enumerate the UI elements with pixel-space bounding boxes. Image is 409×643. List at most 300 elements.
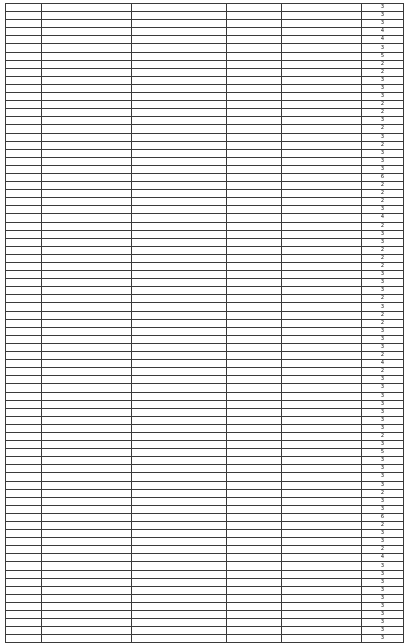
cell-note xyxy=(132,586,227,594)
cell-batch xyxy=(282,230,362,238)
cell-count: 3 xyxy=(362,157,404,165)
cell-major xyxy=(42,246,132,254)
cell-note xyxy=(132,384,227,392)
table-row xyxy=(6,546,404,554)
cell-subject-type xyxy=(227,343,282,351)
cell-note xyxy=(132,149,227,157)
cell-subject-type xyxy=(227,586,282,594)
cell-subject-type xyxy=(227,497,282,505)
cell-batch xyxy=(282,109,362,117)
cell-region xyxy=(6,109,42,117)
table-row xyxy=(6,149,404,157)
cell-count: 3 xyxy=(362,400,404,408)
cell-major xyxy=(42,416,132,424)
cell-region xyxy=(6,263,42,271)
cell-count: 3 xyxy=(362,335,404,343)
cell-batch xyxy=(282,392,362,400)
cell-region xyxy=(6,182,42,190)
cell-batch xyxy=(282,149,362,157)
cell-major xyxy=(42,254,132,262)
cell-count: 4 xyxy=(362,36,404,44)
cell-subject-type xyxy=(227,125,282,133)
cell-note xyxy=(132,157,227,165)
cell-subject-type xyxy=(227,489,282,497)
cell-subject-type xyxy=(227,68,282,76)
cell-batch xyxy=(282,319,362,327)
table-row xyxy=(6,352,404,360)
cell-batch xyxy=(282,133,362,141)
cell-count: 2 xyxy=(362,190,404,198)
cell-subject-type xyxy=(227,384,282,392)
cell-region xyxy=(6,538,42,546)
table-row xyxy=(6,441,404,449)
cell-note xyxy=(132,570,227,578)
cell-note xyxy=(132,117,227,125)
table-row xyxy=(6,530,404,538)
cell-count: 2 xyxy=(362,254,404,262)
table-row xyxy=(6,432,404,440)
cell-major xyxy=(42,578,132,586)
cell-major xyxy=(42,198,132,206)
cell-major xyxy=(42,190,132,198)
cell-batch xyxy=(282,594,362,602)
cell-major xyxy=(42,109,132,117)
cell-subject-type xyxy=(227,335,282,343)
cell-note xyxy=(132,602,227,610)
cell-batch xyxy=(282,157,362,165)
cell-batch xyxy=(282,473,362,481)
cell-note xyxy=(132,271,227,279)
cell-note xyxy=(132,457,227,465)
cell-batch xyxy=(282,432,362,440)
cell-note xyxy=(132,206,227,214)
table-row xyxy=(6,335,404,343)
table-row xyxy=(6,76,404,84)
cell-subject-type xyxy=(227,522,282,530)
cell-subject-type xyxy=(227,206,282,214)
cell-note xyxy=(132,84,227,92)
cell-region xyxy=(6,214,42,222)
cell-region xyxy=(6,384,42,392)
table-row xyxy=(6,68,404,76)
cell-major xyxy=(42,60,132,68)
cell-major xyxy=(42,238,132,246)
cell-batch xyxy=(282,190,362,198)
cell-batch xyxy=(282,117,362,125)
cell-region xyxy=(6,602,42,610)
cell-batch xyxy=(282,602,362,610)
cell-major xyxy=(42,432,132,440)
cell-subject-type xyxy=(227,352,282,360)
cell-count: 3 xyxy=(362,76,404,84)
table-row xyxy=(6,376,404,384)
table-row xyxy=(6,254,404,262)
cell-subject-type xyxy=(227,530,282,538)
cell-major xyxy=(42,473,132,481)
table-row xyxy=(6,602,404,610)
cell-count: 3 xyxy=(362,327,404,335)
cell-note xyxy=(132,473,227,481)
cell-subject-type xyxy=(227,36,282,44)
cell-major xyxy=(42,165,132,173)
cell-count: 2 xyxy=(362,182,404,190)
cell-note xyxy=(132,44,227,52)
cell-batch xyxy=(282,465,362,473)
cell-region xyxy=(6,157,42,165)
cell-note xyxy=(132,133,227,141)
cell-note xyxy=(132,12,227,20)
cell-note xyxy=(132,513,227,521)
table-row xyxy=(6,400,404,408)
cell-count: 2 xyxy=(362,60,404,68)
cell-subject-type xyxy=(227,182,282,190)
cell-major xyxy=(42,627,132,635)
cell-batch xyxy=(282,271,362,279)
cell-subject-type xyxy=(227,246,282,254)
cell-subject-type xyxy=(227,546,282,554)
cell-major xyxy=(42,635,132,643)
table-row xyxy=(6,222,404,230)
cell-region xyxy=(6,52,42,60)
cell-note xyxy=(132,141,227,149)
table-row xyxy=(6,368,404,376)
cell-region xyxy=(6,125,42,133)
cell-region xyxy=(6,586,42,594)
cell-note xyxy=(132,578,227,586)
cell-major xyxy=(42,230,132,238)
cell-count: 2 xyxy=(362,222,404,230)
cell-region xyxy=(6,84,42,92)
cell-region xyxy=(6,335,42,343)
cell-region xyxy=(6,635,42,643)
table-row xyxy=(6,554,404,562)
cell-region xyxy=(6,570,42,578)
cell-major xyxy=(42,376,132,384)
cell-batch xyxy=(282,489,362,497)
table-row xyxy=(6,157,404,165)
cell-count: 2 xyxy=(362,263,404,271)
cell-region xyxy=(6,311,42,319)
cell-count: 3 xyxy=(362,44,404,52)
cell-subject-type xyxy=(227,432,282,440)
cell-subject-type xyxy=(227,149,282,157)
cell-subject-type xyxy=(227,44,282,52)
cell-note xyxy=(132,619,227,627)
cell-subject-type xyxy=(227,52,282,60)
cell-count: 2 xyxy=(362,141,404,149)
cell-region xyxy=(6,424,42,432)
cell-region xyxy=(6,489,42,497)
cell-subject-type xyxy=(227,505,282,513)
table-row xyxy=(6,271,404,279)
cell-count: 3 xyxy=(362,343,404,351)
table-row xyxy=(6,165,404,173)
cell-major xyxy=(42,287,132,295)
cell-count: 3 xyxy=(362,20,404,28)
cell-count: 3 xyxy=(362,408,404,416)
cell-batch xyxy=(282,238,362,246)
cell-major xyxy=(42,360,132,368)
cell-region xyxy=(6,60,42,68)
cell-major xyxy=(42,586,132,594)
cell-note xyxy=(132,530,227,538)
table-row xyxy=(6,287,404,295)
cell-batch xyxy=(282,68,362,76)
table-row xyxy=(6,489,404,497)
table-row xyxy=(6,12,404,20)
table-row xyxy=(6,279,404,287)
cell-batch xyxy=(282,343,362,351)
cell-batch xyxy=(282,562,362,570)
cell-count: 3 xyxy=(362,473,404,481)
cell-note xyxy=(132,279,227,287)
cell-region xyxy=(6,594,42,602)
table-row xyxy=(6,93,404,101)
cell-major xyxy=(42,619,132,627)
table-row xyxy=(6,44,404,52)
cell-subject-type xyxy=(227,441,282,449)
cell-subject-type xyxy=(227,400,282,408)
cell-major xyxy=(42,28,132,36)
cell-region xyxy=(6,68,42,76)
cell-region xyxy=(6,230,42,238)
cell-subject-type xyxy=(227,619,282,627)
cell-subject-type xyxy=(227,513,282,521)
cell-note xyxy=(132,432,227,440)
table-row xyxy=(6,416,404,424)
cell-major xyxy=(42,554,132,562)
cell-region xyxy=(6,449,42,457)
cell-major xyxy=(42,602,132,610)
cell-major xyxy=(42,303,132,311)
cell-note xyxy=(132,489,227,497)
cell-major xyxy=(42,125,132,133)
cell-subject-type xyxy=(227,190,282,198)
cell-region xyxy=(6,441,42,449)
cell-note xyxy=(132,68,227,76)
cell-major xyxy=(42,392,132,400)
cell-batch xyxy=(282,246,362,254)
cell-subject-type xyxy=(227,4,282,12)
cell-batch xyxy=(282,360,362,368)
cell-note xyxy=(132,165,227,173)
cell-count: 3 xyxy=(362,12,404,20)
cell-subject-type xyxy=(227,93,282,101)
table-row xyxy=(6,246,404,254)
cell-major xyxy=(42,611,132,619)
cell-note xyxy=(132,481,227,489)
cell-major xyxy=(42,530,132,538)
cell-major xyxy=(42,222,132,230)
cell-major xyxy=(42,335,132,343)
cell-count: 3 xyxy=(362,611,404,619)
cell-region xyxy=(6,578,42,586)
cell-major xyxy=(42,546,132,554)
cell-region xyxy=(6,254,42,262)
cell-subject-type xyxy=(227,602,282,610)
cell-count: 3 xyxy=(362,84,404,92)
cell-count: 3 xyxy=(362,230,404,238)
cell-note xyxy=(132,238,227,246)
cell-note xyxy=(132,93,227,101)
table-row xyxy=(6,449,404,457)
table-row xyxy=(6,424,404,432)
cell-major xyxy=(42,12,132,20)
cell-subject-type xyxy=(227,562,282,570)
cell-region xyxy=(6,190,42,198)
cell-note xyxy=(132,76,227,84)
cell-batch xyxy=(282,554,362,562)
cell-major xyxy=(42,133,132,141)
cell-count: 5 xyxy=(362,52,404,60)
cell-major xyxy=(42,117,132,125)
cell-count: 3 xyxy=(362,627,404,635)
cell-batch xyxy=(282,303,362,311)
cell-subject-type xyxy=(227,457,282,465)
cell-count: 3 xyxy=(362,303,404,311)
cell-note xyxy=(132,449,227,457)
table-row xyxy=(6,384,404,392)
cell-batch xyxy=(282,449,362,457)
table-row xyxy=(6,522,404,530)
cell-note xyxy=(132,182,227,190)
cell-count: 3 xyxy=(362,578,404,586)
cell-batch xyxy=(282,538,362,546)
cell-major xyxy=(42,408,132,416)
cell-note xyxy=(132,594,227,602)
table-row xyxy=(6,109,404,117)
cell-count: 3 xyxy=(362,279,404,287)
cell-note xyxy=(132,562,227,570)
table-row xyxy=(6,182,404,190)
cell-batch xyxy=(282,619,362,627)
cell-region xyxy=(6,481,42,489)
cell-note xyxy=(132,408,227,416)
cell-batch xyxy=(282,611,362,619)
table-row xyxy=(6,133,404,141)
cell-note xyxy=(132,246,227,254)
cell-subject-type xyxy=(227,449,282,457)
cell-region xyxy=(6,392,42,400)
cell-note xyxy=(132,287,227,295)
cell-major xyxy=(42,263,132,271)
table-row xyxy=(6,392,404,400)
cell-region xyxy=(6,400,42,408)
cell-major xyxy=(42,149,132,157)
cell-region xyxy=(6,319,42,327)
cell-batch xyxy=(282,182,362,190)
cell-count: 3 xyxy=(362,530,404,538)
cell-note xyxy=(132,190,227,198)
cell-subject-type xyxy=(227,416,282,424)
cell-major xyxy=(42,384,132,392)
cell-major xyxy=(42,465,132,473)
cell-major xyxy=(42,368,132,376)
cell-major xyxy=(42,206,132,214)
cell-subject-type xyxy=(227,222,282,230)
cell-batch xyxy=(282,84,362,92)
cell-subject-type xyxy=(227,473,282,481)
cell-count: 2 xyxy=(362,522,404,530)
cell-major xyxy=(42,505,132,513)
cell-batch xyxy=(282,376,362,384)
cell-batch xyxy=(282,416,362,424)
table-row xyxy=(6,538,404,546)
cell-count: 4 xyxy=(362,554,404,562)
cell-subject-type xyxy=(227,554,282,562)
table-row xyxy=(6,263,404,271)
cell-batch xyxy=(282,570,362,578)
cell-region xyxy=(6,12,42,20)
table-row xyxy=(6,578,404,586)
table-row xyxy=(6,20,404,28)
cell-count: 2 xyxy=(362,109,404,117)
cell-major xyxy=(42,570,132,578)
table-row xyxy=(6,457,404,465)
cell-major xyxy=(42,522,132,530)
cell-note xyxy=(132,198,227,206)
cell-batch xyxy=(282,28,362,36)
cell-major xyxy=(42,562,132,570)
cell-note xyxy=(132,335,227,343)
cell-region xyxy=(6,530,42,538)
cell-subject-type xyxy=(227,101,282,109)
cell-count: 4 xyxy=(362,214,404,222)
cell-note xyxy=(132,125,227,133)
cell-note xyxy=(132,254,227,262)
cell-region xyxy=(6,513,42,521)
cell-count: 3 xyxy=(362,586,404,594)
cell-subject-type xyxy=(227,198,282,206)
cell-count: 3 xyxy=(362,93,404,101)
table-row xyxy=(6,360,404,368)
cell-subject-type xyxy=(227,157,282,165)
cell-batch xyxy=(282,586,362,594)
cell-subject-type xyxy=(227,611,282,619)
cell-count: 2 xyxy=(362,352,404,360)
cell-region xyxy=(6,465,42,473)
cell-note xyxy=(132,522,227,530)
table-row xyxy=(6,36,404,44)
cell-region xyxy=(6,611,42,619)
cell-count: 2 xyxy=(362,432,404,440)
cell-note xyxy=(132,319,227,327)
cell-major xyxy=(42,497,132,505)
cell-region xyxy=(6,327,42,335)
cell-batch xyxy=(282,335,362,343)
cell-region xyxy=(6,141,42,149)
cell-count: 3 xyxy=(362,497,404,505)
cell-region xyxy=(6,206,42,214)
cell-count: 3 xyxy=(362,206,404,214)
table-row xyxy=(6,619,404,627)
cell-note xyxy=(132,352,227,360)
table-body xyxy=(6,4,404,643)
admissions-table xyxy=(5,3,404,643)
cell-region xyxy=(6,360,42,368)
cell-region xyxy=(6,554,42,562)
table-row xyxy=(6,570,404,578)
cell-major xyxy=(42,319,132,327)
cell-note xyxy=(132,52,227,60)
cell-subject-type xyxy=(227,376,282,384)
cell-count: 6 xyxy=(362,513,404,521)
cell-batch xyxy=(282,530,362,538)
cell-subject-type xyxy=(227,117,282,125)
cell-major xyxy=(42,295,132,303)
cell-region xyxy=(6,149,42,157)
cell-note xyxy=(132,400,227,408)
